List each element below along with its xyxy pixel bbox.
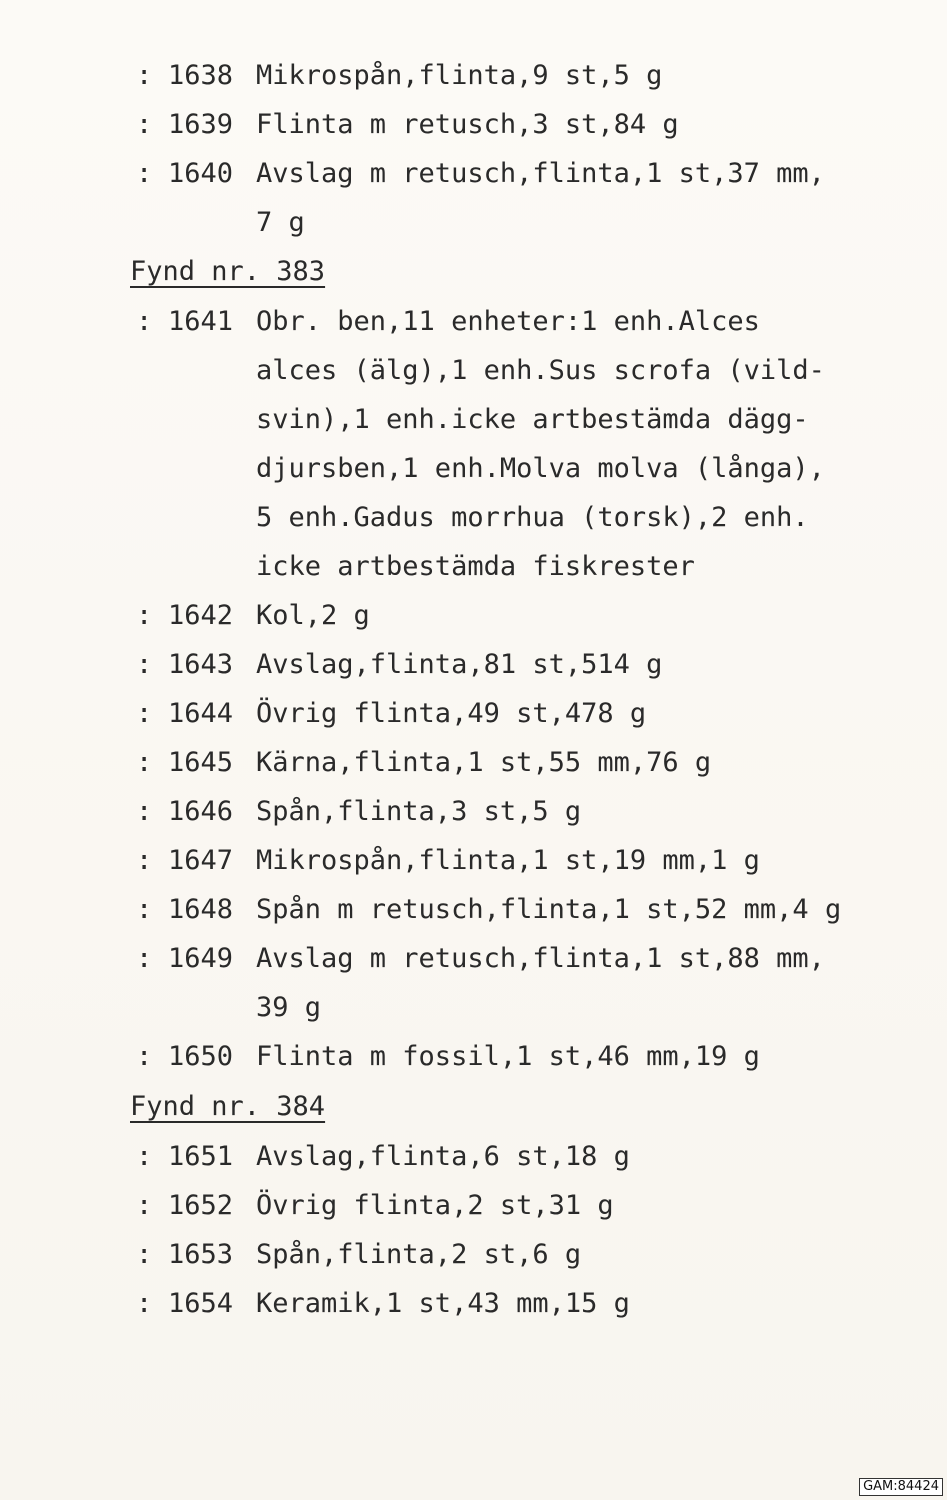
row-colon: :	[136, 109, 153, 140]
row-colon: :	[136, 1288, 153, 1319]
row-text: Mikrospån,flinta,9 st,5 g	[256, 60, 663, 91]
row-continuation: svin),1 enh.icke artbestämda dägg-	[256, 404, 809, 435]
row-continuation: icke artbestämda fiskrester	[256, 551, 695, 582]
row-text: Keramik,1 st,43 mm,15 g	[256, 1288, 630, 1319]
row-continuation: 7 g	[256, 207, 305, 238]
find-heading: Fynd nr. 384	[130, 1091, 326, 1122]
row-text: Kärna,flinta,1 st,55 mm,76 g	[256, 747, 712, 778]
row-number: 1652	[168, 1190, 234, 1221]
row-colon: :	[136, 158, 153, 189]
row-text: Obr. ben,11 enheter:1 enh.Alces	[256, 306, 760, 337]
row-number: 1654	[168, 1288, 234, 1319]
row-text: Avslag m retusch,flinta,1 st,88 mm,	[256, 943, 825, 974]
row-text: Flinta m retusch,3 st,84 g	[256, 109, 679, 140]
row-number: 1648	[168, 894, 234, 925]
row-text: Spån m retusch,flinta,1 st,52 mm,4 g	[256, 894, 842, 925]
row-text: Övrig flinta,49 st,478 g	[256, 698, 647, 729]
row-text: Avslag m retusch,flinta,1 st,37 mm,	[256, 158, 825, 189]
row-continuation: 39 g	[256, 992, 322, 1023]
row-number: 1646	[168, 796, 234, 827]
row-number: 1640	[168, 158, 234, 189]
row-colon: :	[136, 943, 153, 974]
archive-stamp: GAM:84424	[859, 1478, 943, 1496]
row-colon: :	[136, 1141, 153, 1172]
row-colon: :	[136, 1239, 153, 1270]
row-number: 1649	[168, 943, 234, 974]
row-colon: :	[136, 600, 153, 631]
row-colon: :	[136, 894, 153, 925]
row-number: 1641	[168, 306, 234, 337]
row-number: 1650	[168, 1041, 234, 1072]
row-text: Spån,flinta,2 st,6 g	[256, 1239, 582, 1270]
row-continuation: 5 enh.Gadus morrhua (torsk),2 enh.	[256, 502, 809, 533]
row-colon: :	[136, 796, 153, 827]
row-number: 1644	[168, 698, 234, 729]
row-colon: :	[136, 1041, 153, 1072]
row-text: Spån,flinta,3 st,5 g	[256, 796, 582, 827]
row-colon: :	[136, 845, 153, 876]
row-continuation: alces (älg),1 enh.Sus scrofa (vild-	[256, 355, 825, 386]
row-number: 1647	[168, 845, 234, 876]
row-text: Avslag,flinta,6 st,18 g	[256, 1141, 630, 1172]
row-text: Mikrospån,flinta,1 st,19 mm,1 g	[256, 845, 760, 876]
row-colon: :	[136, 698, 153, 729]
row-text: Flinta m fossil,1 st,46 mm,19 g	[256, 1041, 760, 1072]
row-colon: :	[136, 649, 153, 680]
row-number: 1653	[168, 1239, 234, 1270]
row-number: 1645	[168, 747, 234, 778]
row-colon: :	[136, 306, 153, 337]
row-continuation: djursben,1 enh.Molva molva (långa),	[256, 453, 825, 484]
row-number: 1639	[168, 109, 234, 140]
row-text: Kol,2 g	[256, 600, 370, 631]
row-number: 1643	[168, 649, 234, 680]
find-heading: Fynd nr. 383	[130, 256, 326, 287]
row-number: 1638	[168, 60, 234, 91]
row-colon: :	[136, 747, 153, 778]
row-text: Avslag,flinta,81 st,514 g	[256, 649, 663, 680]
row-number: 1642	[168, 600, 234, 631]
row-number: 1651	[168, 1141, 234, 1172]
row-colon: :	[136, 60, 153, 91]
row-text: Övrig flinta,2 st,31 g	[256, 1190, 614, 1221]
row-colon: :	[136, 1190, 153, 1221]
